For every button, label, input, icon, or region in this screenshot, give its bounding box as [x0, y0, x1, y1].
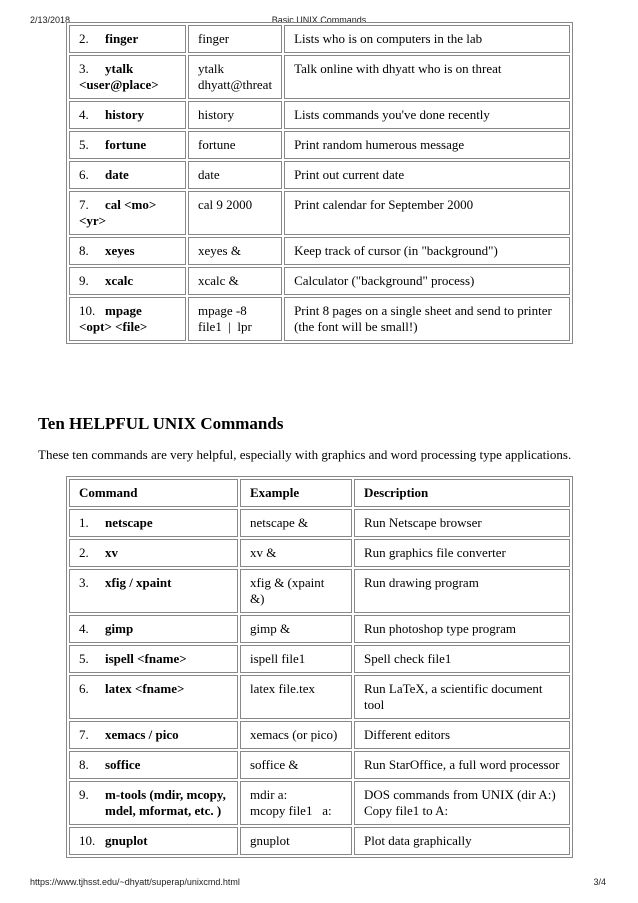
basic-commands-table — [66, 22, 573, 344]
command-cell: 4. history — [69, 101, 186, 129]
header-description: Description — [354, 479, 570, 507]
description-cell: Print calendar for September 2000 — [284, 191, 570, 235]
table-row — [69, 55, 570, 99]
command-cell: 6. latex <fname> — [69, 675, 238, 719]
example-cell: finger — [188, 25, 282, 53]
description-cell: Run photoshop type program — [354, 615, 570, 643]
page-number: 3/4 — [593, 877, 606, 887]
table-row — [69, 237, 570, 265]
header-example: Example — [240, 479, 352, 507]
table-row — [69, 569, 570, 613]
command-cell: 1. netscape — [69, 509, 238, 537]
description-cell: Spell check file1 — [354, 645, 570, 673]
description-cell: Keep track of cursor (in "background") — [284, 237, 570, 265]
table-row — [69, 645, 570, 673]
example-cell: xcalc & — [188, 267, 282, 295]
command-cell: 7. xemacs / pico — [69, 721, 238, 749]
command-cell: 10. gnuplot — [69, 827, 238, 855]
command-cell: 7. cal <mo> <yr> — [69, 191, 186, 235]
description-cell: Run graphics file converter — [354, 539, 570, 567]
table-row — [69, 267, 570, 295]
print-date: 2/13/2018 — [30, 15, 71, 25]
table-header-row — [69, 479, 570, 507]
description-cell: Run Netscape browser — [354, 509, 570, 537]
table-row — [69, 191, 570, 235]
command-cell: 9. m-tools (mdir, mcopy, mdel, mformat, etc. ) — [69, 781, 238, 825]
example-cell: mpage -8 file1 | lpr — [188, 297, 282, 341]
example-cell: netscape & — [240, 509, 352, 537]
example-cell: xemacs (or pico) — [240, 721, 352, 749]
table-row — [69, 781, 570, 825]
table-row — [69, 25, 570, 53]
description-cell: Run drawing program — [354, 569, 570, 613]
table-row — [69, 675, 570, 719]
command-cell: 5. ispell <fname> — [69, 645, 238, 673]
description-cell: Print random humerous message — [284, 131, 570, 159]
table-row — [69, 615, 570, 643]
example-cell: latex file.tex — [240, 675, 352, 719]
example-cell: fortune — [188, 131, 282, 159]
example-cell: cal 9 2000 — [188, 191, 282, 235]
command-cell: 3. xfig / xpaint — [69, 569, 238, 613]
command-cell: 2. finger — [69, 25, 186, 53]
header-command: Command — [69, 479, 238, 507]
command-cell: 8. soffice — [69, 751, 238, 779]
section-heading: Ten HELPFUL UNIX Commands — [38, 414, 284, 433]
command-cell: 2. xv — [69, 539, 238, 567]
example-cell: xv & — [240, 539, 352, 567]
example-cell: xfig & (xpaint &) — [240, 569, 352, 613]
description-cell: Lists commands you've done recently — [284, 101, 570, 129]
table-row — [69, 539, 570, 567]
description-cell: Run LaTeX, a scientific document tool — [354, 675, 570, 719]
example-cell: soffice & — [240, 751, 352, 779]
description-cell: Talk online with dhyatt who is on threat — [284, 55, 570, 99]
table-row — [69, 101, 570, 129]
example-cell: gimp & — [240, 615, 352, 643]
example-cell: gnuplot — [240, 827, 352, 855]
description-cell: Run StarOffice, a full word processor — [354, 751, 570, 779]
section-intro: These ten commands are very helpful, especially with graphics and word processing type applications. — [38, 447, 572, 462]
description-cell: Print out current date — [284, 161, 570, 189]
helpful-commands-table — [66, 476, 573, 858]
description-cell: DOS commands from UNIX (dir A:) Copy file1 to A: — [354, 781, 570, 825]
example-cell: ytalk dhyatt@threat — [188, 55, 282, 99]
example-cell: ispell file1 — [240, 645, 352, 673]
table-row — [69, 751, 570, 779]
table-row — [69, 297, 570, 341]
command-cell: 8. xeyes — [69, 237, 186, 265]
command-cell: 3. ytalk <user@place> — [69, 55, 186, 99]
table-row — [69, 827, 570, 855]
example-cell: date — [188, 161, 282, 189]
command-cell: 9. xcalc — [69, 267, 186, 295]
description-cell: Different editors — [354, 721, 570, 749]
print-url: https://www.tjhsst.edu/~dhyatt/superap/unixcmd.html — [30, 877, 240, 887]
table-row — [69, 509, 570, 537]
command-cell: 6. date — [69, 161, 186, 189]
example-cell: xeyes & — [188, 237, 282, 265]
description-cell: Print 8 pages on a single sheet and send to printer (the font will be small!) — [284, 297, 570, 341]
command-cell: 5. fortune — [69, 131, 186, 159]
print-title: Basic UNIX Commands — [271, 15, 367, 25]
description-cell: Plot data graphically — [354, 827, 570, 855]
command-cell: 4. gimp — [69, 615, 238, 643]
description-cell: Calculator ("background" process) — [284, 267, 570, 295]
example-cell: history — [188, 101, 282, 129]
table-row — [69, 721, 570, 749]
table-row — [69, 161, 570, 189]
command-cell: 10. mpage <opt> <file> — [69, 297, 186, 341]
example-cell: mdir a: mcopy file1 a: — [240, 781, 352, 825]
description-cell: Lists who is on computers in the lab — [284, 25, 570, 53]
table-row — [69, 131, 570, 159]
